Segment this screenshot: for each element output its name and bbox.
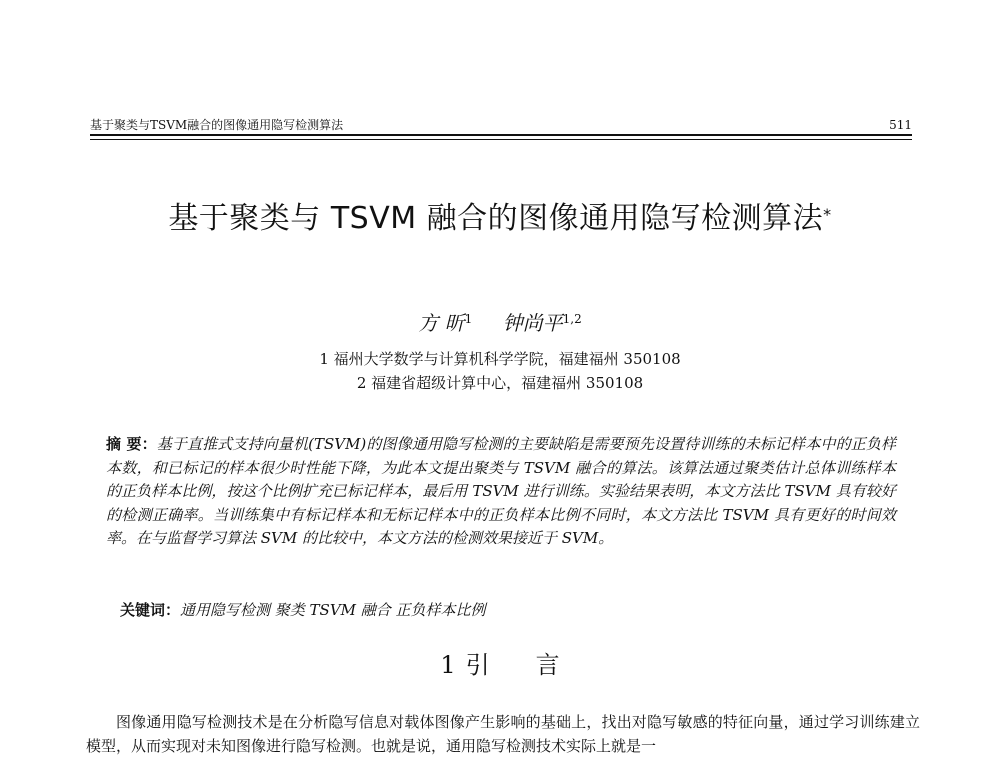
section-title-word-2: 言 <box>535 651 560 679</box>
author-name: 钟尚平 <box>502 311 563 335</box>
author-name: 方 昕 <box>418 311 465 335</box>
section-title-word-1: 引 <box>465 651 490 679</box>
author-2 <box>503 310 582 336</box>
header-rule-thin <box>90 139 912 140</box>
author-list <box>0 310 1000 336</box>
abstract-text: 基于直推式支持向量机(TSVM)的图像通用隐写检测的主要缺陷是需要预先设置待训练的未标记样本中的正负样本数，和已标记的样本很少时性能下降，为此本文提出聚类与 TSVM 融合的算法。该算法通过聚类估计总体训练样本的正负样本比例，按这个比例扩充已标记样本，最后用 TSVM 进行训练。实验结果表明，本文方法比 TSVM 具有较好的检测正确率。当训练集中有标记样本和无标记样本中的正负样本比例不同时，本文方法比 TSVM 具有更好的时间效率。在与监督学习算法 SVM 的比较中，本文方法的检测效果接近于 SVM。 <box>106 435 896 548</box>
running-title: 基于聚类与TSVM融合的图像通用隐写检测算法 <box>90 118 344 132</box>
keywords-text: 通用隐写检测 聚类 TSVM 融合 正负样本比例 <box>180 601 486 619</box>
keywords <box>120 599 900 621</box>
author-affiliation-mark: 1 <box>464 312 473 326</box>
paper-title-text: 基于聚类与 TSVM 融合的图像通用隐写检测算法 <box>168 201 824 236</box>
affiliation-1: 1 福州大学数学与计算机科学学院，福建福州 350108 <box>319 350 681 368</box>
keywords-label: 关键词： <box>120 601 181 619</box>
header-rule-thick <box>90 134 912 136</box>
body-paragraph: 图像通用隐写检测技术是在分析隐写信息对载体图像产生影响的基础上，找出对隐写敏感的特征向量，通过学习训练建立模型，从而实现对未知图像进行隐写检测。也就是说，通用隐写检测技术实际上就是一 <box>86 713 920 755</box>
affiliation-2: 2 福建省超级计算中心，福建福州 350108 <box>356 374 644 392</box>
author-affiliation-mark: 1,2 <box>562 312 582 326</box>
paper-title <box>0 200 1000 238</box>
author-1 <box>418 310 472 336</box>
section-number: 1 <box>440 651 456 679</box>
title-footnote-mark: * <box>823 205 832 224</box>
section-heading <box>0 649 1000 681</box>
abstract <box>106 433 896 551</box>
page-number: 511 <box>889 118 912 132</box>
abstract-label: 摘 要： <box>106 435 157 453</box>
